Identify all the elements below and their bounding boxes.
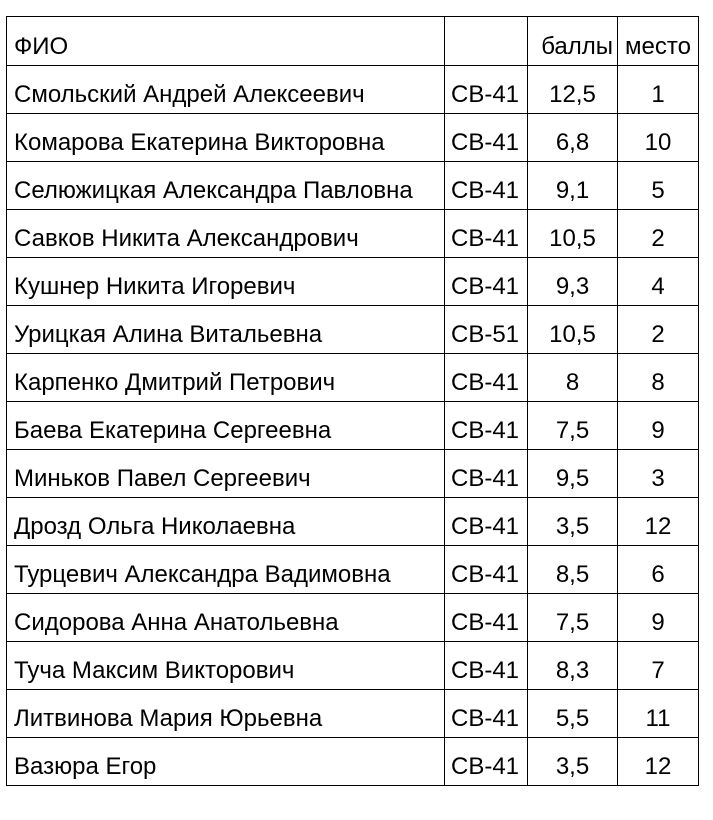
table-row xyxy=(7,738,699,786)
cell-name: Комарова Екатерина Викторовна xyxy=(7,114,445,162)
cell-name: Сидорова Анна Анатольевна xyxy=(7,594,445,642)
cell-place: 2 xyxy=(618,210,699,258)
header-group xyxy=(445,17,528,66)
cell-score: 8,3 xyxy=(528,642,618,690)
cell-group: СВ-41 xyxy=(445,402,528,450)
table-row xyxy=(7,642,699,690)
cell-score: 9,5 xyxy=(528,450,618,498)
cell-name: Дрозд Ольга Николаевна xyxy=(7,498,445,546)
table-header-row xyxy=(7,17,699,66)
cell-score: 7,5 xyxy=(528,594,618,642)
cell-group: СВ-41 xyxy=(445,690,528,738)
cell-place: 9 xyxy=(618,594,699,642)
cell-place: 7 xyxy=(618,642,699,690)
header-score: баллы xyxy=(528,17,618,66)
cell-place: 2 xyxy=(618,306,699,354)
cell-place: 12 xyxy=(618,498,699,546)
table-row xyxy=(7,690,699,738)
cell-place: 6 xyxy=(618,546,699,594)
cell-score: 9,1 xyxy=(528,162,618,210)
cell-group: СВ-41 xyxy=(445,498,528,546)
cell-group: СВ-41 xyxy=(445,66,528,114)
cell-place: 10 xyxy=(618,114,699,162)
cell-score: 9,3 xyxy=(528,258,618,306)
table-row xyxy=(7,306,699,354)
cell-place: 9 xyxy=(618,402,699,450)
table-row xyxy=(7,114,699,162)
cell-name: Савков Никита Александрович xyxy=(7,210,445,258)
cell-group: СВ-41 xyxy=(445,738,528,786)
cell-place: 4 xyxy=(618,258,699,306)
cell-group: СВ-41 xyxy=(445,642,528,690)
cell-place: 8 xyxy=(618,354,699,402)
cell-place: 5 xyxy=(618,162,699,210)
cell-group: СВ-41 xyxy=(445,450,528,498)
cell-name: Литвинова Мария Юрьевна xyxy=(7,690,445,738)
cell-name: Туча Максим Викторович xyxy=(7,642,445,690)
table-row xyxy=(7,450,699,498)
cell-group: СВ-41 xyxy=(445,546,528,594)
cell-place: 3 xyxy=(618,450,699,498)
cell-name: Вазюра Егор xyxy=(7,738,445,786)
cell-place: 11 xyxy=(618,690,699,738)
results-table xyxy=(6,16,699,786)
cell-score: 3,5 xyxy=(528,498,618,546)
cell-group: СВ-41 xyxy=(445,162,528,210)
cell-group: СВ-41 xyxy=(445,354,528,402)
cell-name: Кушнер Никита Игоревич xyxy=(7,258,445,306)
table-row xyxy=(7,594,699,642)
cell-name: Урицкая Алина Витальевна xyxy=(7,306,445,354)
cell-name: Турцевич Александра Вадимовна xyxy=(7,546,445,594)
table-row xyxy=(7,258,699,306)
cell-score: 7,5 xyxy=(528,402,618,450)
cell-name: Смольский Андрей Алексеевич xyxy=(7,66,445,114)
cell-name: Селюжицкая Александра Павловна xyxy=(7,162,445,210)
table-row xyxy=(7,66,699,114)
table-row xyxy=(7,210,699,258)
cell-score: 8 xyxy=(528,354,618,402)
cell-name: Карпенко Дмитрий Петрович xyxy=(7,354,445,402)
cell-name: Миньков Павел Сергеевич xyxy=(7,450,445,498)
cell-score: 8,5 xyxy=(528,546,618,594)
cell-score: 10,5 xyxy=(528,210,618,258)
cell-score: 6,8 xyxy=(528,114,618,162)
cell-group: СВ-41 xyxy=(445,114,528,162)
cell-group: СВ-41 xyxy=(445,210,528,258)
table-row xyxy=(7,354,699,402)
cell-score: 5,5 xyxy=(528,690,618,738)
table-row xyxy=(7,162,699,210)
table-row xyxy=(7,402,699,450)
cell-place: 1 xyxy=(618,66,699,114)
cell-score: 12,5 xyxy=(528,66,618,114)
table-row xyxy=(7,546,699,594)
header-name: ФИО xyxy=(7,17,445,66)
cell-group: СВ-51 xyxy=(445,306,528,354)
cell-score: 10,5 xyxy=(528,306,618,354)
cell-group: СВ-41 xyxy=(445,258,528,306)
cell-score: 3,5 xyxy=(528,738,618,786)
cell-place: 12 xyxy=(618,738,699,786)
cell-group: СВ-41 xyxy=(445,594,528,642)
table-row xyxy=(7,498,699,546)
cell-name: Баева Екатерина Сергеевна xyxy=(7,402,445,450)
header-place: место xyxy=(618,17,699,66)
